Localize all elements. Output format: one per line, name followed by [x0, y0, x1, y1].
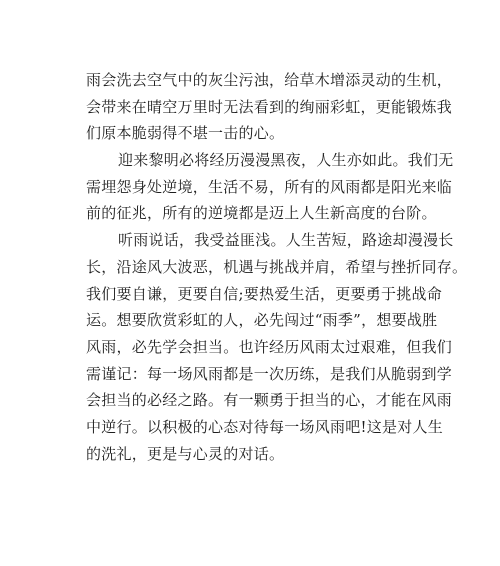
text-line: 听雨说话，我受益匪浅。人生苦短，路途却漫漫长 [118, 231, 454, 250]
text-line: 的洗礼，更是与心灵的对话。 [86, 444, 285, 463]
text-line: 雨会洗去空气中的灰尘污浊，给草木增添灵动的生机， [86, 71, 453, 89]
text-line: 风雨，必先学会担当。也许经历风雨太过艰难，但我们 [86, 337, 453, 356]
paragraph-2 [86, 147, 454, 227]
text-line: 我们要自谦，更要自信;要热爱生活，更要勇于挑战命 [86, 284, 443, 303]
paragraph-3 [86, 227, 468, 467]
text-line: 中逆行。以积极的心态对待每一场风雨吧!这是对人生 [86, 417, 444, 436]
text-line: 运。想要欣赏彩虹的人，必先闯过“雨季”，想要战胜 [86, 311, 438, 330]
text-line: 迎来黎明必将经历漫漫黑夜，人生亦如此。我们无 [118, 151, 454, 170]
text-line: 前的征兆，所有的逆境都是迈上人生新高度的台阶。 [86, 204, 437, 223]
paragraph-1 [86, 67, 453, 147]
text-line: 需埋怨身处逆境，生活不易，所有的风雨都是阳光来临 [86, 177, 453, 196]
text-line: 们原本脆弱得不堪一击的心。 [86, 124, 285, 143]
text-line: 长，沿途风大波恶，机遇与挑战并肩，希望与挫折同存。 [86, 257, 468, 276]
text-line: 会担当的必经之路。有一颗勇于担当的心，才能在风雨 [86, 391, 453, 410]
text-line: 会带来在晴空万里时无法看到的绚丽彩虹，更能锻炼我 [86, 97, 453, 116]
text-line: 需谨记：每一场风雨都是一次历练，是我们从脆弱到学 [86, 364, 453, 383]
essay-text [86, 67, 468, 467]
